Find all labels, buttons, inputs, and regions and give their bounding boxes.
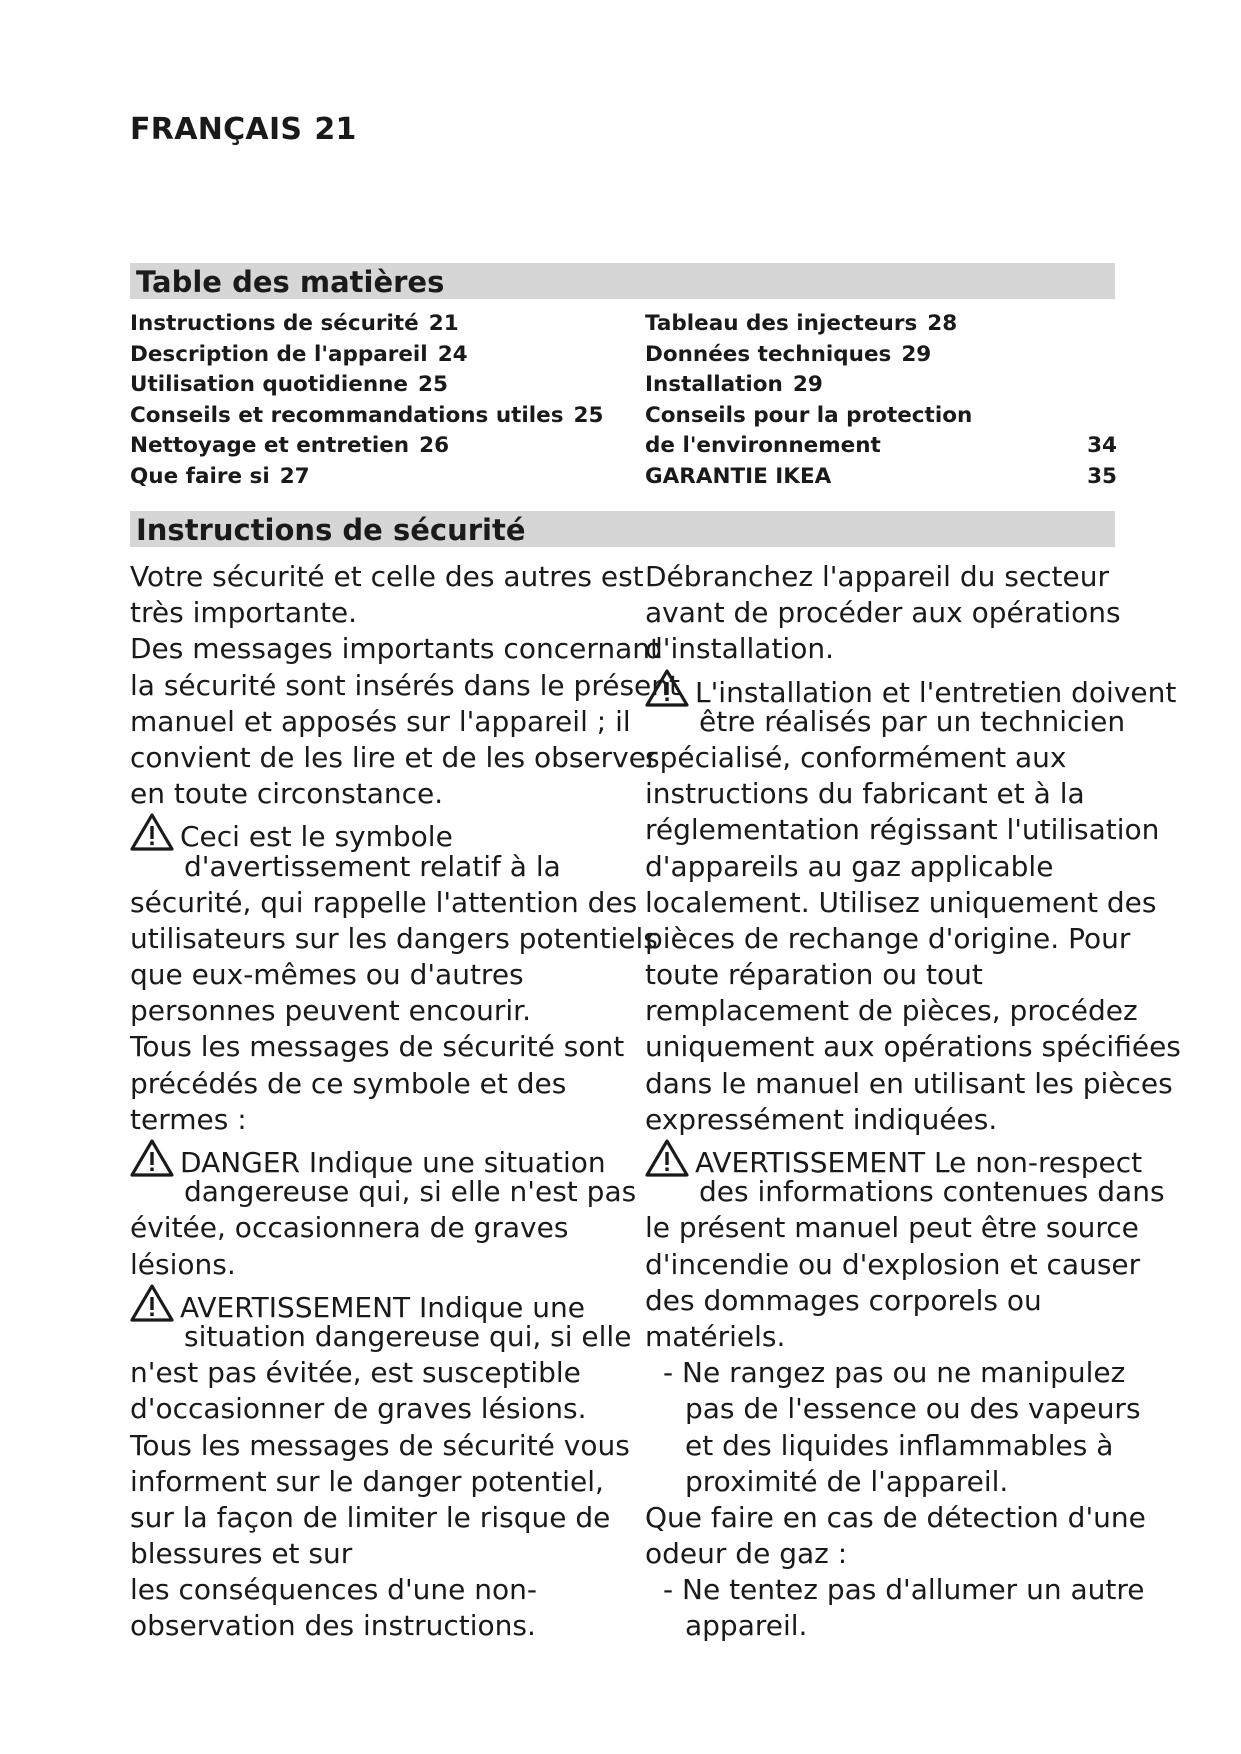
toc-entry[interactable]: Données techniques 29	[645, 341, 932, 367]
toc-title: Table des matières	[130, 263, 1115, 299]
toc-entry[interactable]: Conseils pour la protection	[645, 402, 973, 428]
warning-line: DANGER Indique une situation	[130, 1138, 640, 1174]
text-line: d'appareils au gaz applicable	[645, 849, 1054, 883]
text-line: les conséquences d'une non-	[130, 1573, 537, 1607]
text-line: situation dangereuse qui, si elle	[184, 1319, 632, 1353]
text-line: Débranchez l'appareil du secteur	[645, 560, 1109, 593]
text-line: sur la façon de limiter le risque de	[130, 1500, 611, 1534]
text-line: uniquement aux opérations spécifiées	[645, 1030, 1181, 1064]
warning-line: AVERTISSEMENT Le non-respect	[645, 1138, 1145, 1174]
toc-right-column	[645, 309, 1117, 492]
text-line: Des messages importants concernant	[130, 632, 661, 666]
text-line: réglementation régissant l'utilisation	[645, 813, 1160, 847]
toc-entry[interactable]: Que faire si 27	[130, 463, 310, 489]
bullet-line: - Ne tentez pas d'allumer un autre	[663, 1573, 1145, 1607]
text-line: en toute circonstance.	[130, 777, 444, 811]
toc-left-column	[130, 309, 610, 492]
text-line: d'installation.	[645, 632, 834, 666]
warning-line: Ceci est le symbole	[130, 812, 640, 848]
text-line: Que faire en cas de détection d'une	[645, 1500, 1146, 1534]
warning-triangle-icon	[130, 1138, 174, 1178]
toc-entry[interactable]: Description de l'appareil 24	[130, 341, 468, 367]
text-line: très importante.	[130, 596, 358, 630]
text-line: proximité de l'appareil.	[685, 1464, 1009, 1498]
text-line: être réalisés par un technicien	[699, 704, 1126, 738]
bullet-line: - Ne rangez pas ou ne manipulez	[663, 1356, 1126, 1390]
text-line: localement. Utilisez uniquement des	[645, 885, 1157, 919]
text-line: expressément indiquées.	[645, 1102, 998, 1136]
text-line: spécialisé, conformément aux	[645, 740, 1067, 774]
text-line: n'est pas évitée, est susceptible	[130, 1356, 581, 1390]
text-line: lésions.	[130, 1247, 236, 1281]
warning-line: L'installation et l'entretien doivent	[645, 668, 1145, 704]
text-line: remplacement de pièces, procédez	[645, 994, 1138, 1028]
toc-entry[interactable]: Installation 29	[645, 372, 823, 397]
text-line: et des liquides inflammables à	[685, 1428, 1114, 1462]
text-line: sécurité, qui rappelle l'attention des	[130, 885, 638, 919]
text-line: pièces de rechange d'origine. Pour	[645, 921, 1131, 955]
text-line: des informations contenues dans	[699, 1175, 1165, 1209]
text-line: des dommages corporels ou	[645, 1283, 1042, 1317]
text-line: dans le manuel en utilisant les pièces	[645, 1066, 1173, 1100]
text-line: personnes peuvent encourir.	[130, 994, 531, 1028]
text-line: Tous les messages de sécurité vous	[130, 1428, 630, 1462]
text-line: utilisateurs sur les dangers potentiels	[130, 921, 658, 955]
text-line: d'incendie ou d'explosion et causer	[645, 1247, 1141, 1281]
text-line: matériels.	[645, 1319, 786, 1353]
text-line: d'occasionner de graves lésions.	[130, 1392, 587, 1426]
text-line: pas de l'essence ou des vapeurs	[685, 1392, 1141, 1426]
safety-right-column	[645, 559, 1181, 1645]
toc-entry[interactable]: Nettoyage et entretien 26	[130, 433, 450, 458]
text-line: dangereuse qui, si elle n'est pas	[184, 1175, 637, 1209]
text-line: appareil.	[685, 1609, 808, 1643]
safety-left-column	[130, 559, 680, 1645]
text-line: Votre sécurité et celle des autres est	[130, 560, 644, 593]
toc-entry[interactable]: Conseils et recommandations utiles 25	[130, 402, 604, 428]
warning-triangle-icon	[130, 812, 174, 852]
warning-triangle-icon	[130, 1283, 174, 1323]
safety-title: Instructions de sécurité	[130, 511, 1115, 547]
warning-triangle-icon	[645, 1138, 689, 1178]
text-line: avant de procéder aux opérations	[645, 596, 1121, 630]
warning-triangle-icon	[645, 668, 689, 708]
text-line: termes :	[130, 1102, 247, 1136]
toc-entry[interactable]: Tableau des injecteurs 28	[645, 311, 958, 336]
warning-line: AVERTISSEMENT Indique une	[130, 1283, 640, 1319]
toc-entry[interactable]: Utilisation quotidienne 25	[130, 372, 448, 397]
text-line: convient de les lire et de les observer	[130, 740, 658, 774]
toc-entry[interactable]: GARANTIE IKEA 35	[645, 463, 1117, 489]
text-line: toute réparation ou tout	[645, 958, 983, 992]
text-line: informent sur le danger potentiel,	[130, 1464, 604, 1498]
text-line: blessures et sur	[130, 1537, 353, 1571]
text-line: la sécurité sont insérés dans le présent	[130, 668, 680, 702]
header-page-number: 21	[314, 112, 357, 147]
toc-entry[interactable]: Instructions de sécurité 21	[130, 311, 459, 336]
text-line: instructions du fabricant et à la	[645, 777, 1085, 811]
text-line: manuel et apposés sur l'appareil ; il	[130, 704, 631, 738]
text-line: observation des instructions.	[130, 1609, 536, 1643]
text-line: d'avertissement relatif à la	[184, 849, 561, 883]
toc-entry[interactable]: de l'environnement 34	[645, 433, 1117, 458]
text-line: que eux-mêmes ou d'autres	[130, 958, 524, 992]
text-line: le présent manuel peut être source	[645, 1211, 1139, 1245]
page-header	[130, 112, 357, 147]
text-line: Tous les messages de sécurité sont	[130, 1030, 625, 1064]
text-line: évitée, occasionnera de graves	[130, 1211, 569, 1245]
text-line: précédés de ce symbole et des	[130, 1066, 567, 1100]
header-language: FRANÇAIS	[130, 112, 303, 147]
text-line: odeur de gaz :	[645, 1537, 848, 1571]
